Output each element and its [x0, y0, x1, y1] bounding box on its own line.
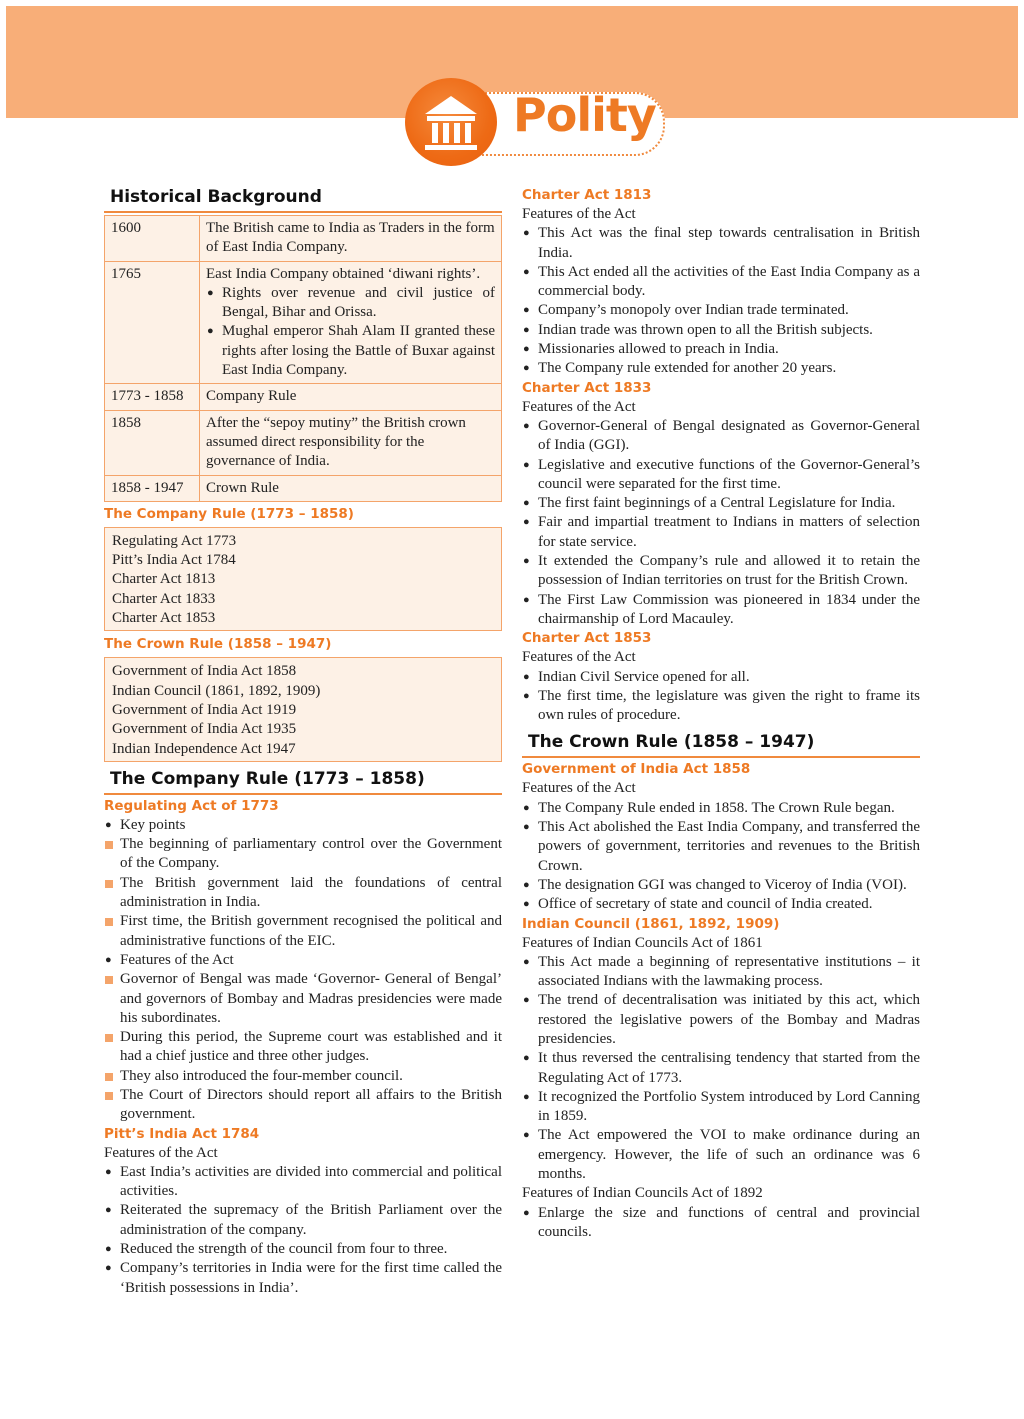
list-item: ● It thus reversed the centralising tendency that started from the Regulating Act of 1773.: [522, 1049, 920, 1088]
crown-acts-box: [104, 657, 502, 761]
list-item: ● Indian trade was thrown open to all the British subjects.: [522, 321, 920, 340]
polity-logo: [405, 78, 665, 168]
pitts-act-heading: Pitt’s India Act 1784: [104, 1125, 260, 1142]
list-item: ● Missionaries allowed to preach in India.: [522, 340, 920, 359]
features-label: Features of the Act: [522, 649, 636, 666]
page-title: Polity: [513, 88, 656, 142]
year-cell: 1765: [105, 261, 200, 384]
list-item: ● The First Law Commission was pioneered in 1834 under the chairmanship of Lord Macauley.: [522, 591, 920, 630]
council-1861-list: [522, 953, 920, 1185]
list-item: ● Mughal emperor Shah Alam II granted these rights after losing the Battle of Buxar against East India Company.: [206, 322, 495, 380]
list-item: ● Reiterated the supremacy of the British Parliament over the administration of the company.: [104, 1201, 502, 1240]
year-cell: 1773 - 1858: [105, 384, 200, 410]
company-rule-heading: The Company Rule (1773 – 1858): [104, 768, 502, 795]
goi-1858-heading: Government of India Act 1858: [522, 761, 751, 778]
key-points-list: [104, 835, 502, 951]
list-item: Indian Council (1861, 1892, 1909): [112, 682, 321, 699]
indian-council-heading: Indian Council (1861, 1892, 1909): [522, 915, 780, 932]
table-row: [105, 475, 502, 501]
table-row: [105, 410, 502, 475]
goi-1858-list: [522, 799, 920, 915]
list-item: ● The designation GGI was changed to Viceroy of India (VOI).: [522, 876, 920, 895]
list-item: Charter Act 1813: [112, 571, 216, 588]
list-item: Regulating Act 1773: [112, 532, 237, 549]
features-label: Features of the Act: [104, 1144, 218, 1161]
crown-rule-heading: The Crown Rule (1858 – 1947): [522, 731, 920, 758]
list-item: ● The Act empowered the VOI to make ordinance during an emergency. However, the life of such an ordinance was 6 months.: [522, 1126, 920, 1184]
list-item: ● This Act made a beginning of representative institutions – it associated Indians with the lawmaking process.: [522, 953, 920, 992]
left-column: [104, 186, 502, 1298]
event-cell: Crown Rule: [200, 475, 502, 501]
event-cell: After the “sepoy mutiny” the British crown assumed direct responsibility for the governance of India.: [200, 410, 502, 475]
historical-heading: Historical Background: [104, 186, 502, 213]
list-item: ● The first faint beginnings of a Central Legislature for India.: [522, 494, 920, 513]
features-label: Features of the Act: [522, 206, 636, 222]
year-cell: 1858: [105, 410, 200, 475]
historical-table: [104, 215, 502, 502]
list-item: ● The Company Rule ended in 1858. The Crown Rule began.: [522, 799, 920, 818]
year-cell: 1858 - 1947: [105, 475, 200, 501]
charter-1853-list: [522, 668, 920, 726]
list-item: The beginning of parliamentary control over the Government of the Company.: [104, 835, 502, 874]
list-item: ● Rights over revenue and civil justice of Bengal, Bihar and Orissa.: [206, 284, 495, 323]
list-item: Indian Independence Act 1947: [112, 740, 296, 757]
list-item: The British government laid the foundations of central administration in India.: [104, 874, 502, 913]
logo-circle: [405, 78, 497, 166]
list-item: They also introduced the four-member council.: [104, 1067, 502, 1086]
list-item: ● Office of secretary of state and council of India created.: [522, 895, 920, 914]
list-item: ● This Act abolished the East India Company, and transferred the powers of government, territories and revenues to the British Crown.: [522, 818, 920, 876]
list-item: ● East India’s activities are divided into commercial and political activities.: [104, 1163, 502, 1202]
list-item: ● Company’s monopoly over Indian trade terminated.: [522, 301, 920, 320]
company-acts-box: [104, 527, 502, 631]
crown-box-heading: The Crown Rule (1858 – 1947): [104, 636, 332, 653]
list-item: ● Enlarge the size and functions of central and provincial councils.: [522, 1204, 920, 1243]
regulating-act-heading: Regulating Act of 1773: [104, 797, 279, 814]
list-item: Government of India Act 1858: [112, 663, 297, 680]
event-cell: The British came to India as Traders in the form of East India Company.: [200, 216, 502, 262]
event-text: East India Company obtained ‘diwani rights’.: [206, 265, 481, 282]
list-item: ● Fair and impartial treatment to Indians in matters of selection for state service.: [522, 513, 920, 552]
list-item: ● The Company rule extended for another 20 years.: [522, 359, 920, 378]
key-points-label: ● Key points: [104, 816, 502, 835]
council-1892-list: [522, 1204, 920, 1243]
list-item: ● This Act ended all the activities of the East India Company as a commercial body.: [522, 263, 920, 302]
list-item: ● Company’s territories in India were for the first time called the ‘British possessions in India’.: [104, 1259, 502, 1298]
company-box-heading: The Company Rule (1773 – 1858): [104, 505, 354, 522]
pitts-features-list: [104, 1163, 502, 1298]
list-item: Charter Act 1833: [112, 590, 216, 607]
event-cell: Company Rule: [200, 384, 502, 410]
list-item: ● Reduced the strength of the council from four to three.: [104, 1240, 502, 1259]
key-points-label-list: [104, 816, 502, 835]
features-label-list: [104, 951, 502, 970]
temple-columns-icon: [405, 78, 497, 166]
list-item: ● The first time, the legislature was given the right to frame its own rules of procedure.: [522, 687, 920, 726]
list-item: Pitt’s India Act 1784: [112, 552, 236, 569]
features-1861-label: Features of Indian Councils Act of 1861: [522, 934, 763, 951]
event-cell: [200, 261, 502, 384]
features-1892-label: Features of Indian Councils Act of 1892: [522, 1185, 763, 1202]
table-row: [105, 216, 502, 262]
list-item: ● This Act was the final step towards centralisation in British India.: [522, 224, 920, 263]
list-item: The Court of Directors should report all affairs to the British government.: [104, 1086, 502, 1125]
year-cell: 1600: [105, 216, 200, 262]
features-label: Features of the Act: [522, 780, 636, 797]
features-label: ● Features of the Act: [104, 951, 502, 970]
list-item: Government of India Act 1935: [112, 721, 297, 738]
table-row: [105, 261, 502, 384]
list-item: Government of India Act 1919: [112, 701, 297, 718]
list-item: Charter Act 1853: [112, 610, 216, 627]
list-item: ● Indian Civil Service opened for all.: [522, 668, 920, 687]
list-item: During this period, the Supreme court was established and it had a chief justice and three other judges.: [104, 1028, 502, 1067]
list-item: ● It recognized the Portfolio System introduced by Lord Canning in 1859.: [522, 1088, 920, 1127]
table-row: [105, 384, 502, 410]
list-item: ● The trend of decentralisation was initiated by this act, which restored the legislative powers of the Bombay and Madras presidencies.: [522, 991, 920, 1049]
list-item: First time, the British government recognised the political and administrative functions of the EIC.: [104, 912, 502, 951]
features-label: Features of the Act: [522, 398, 636, 415]
charter-1813-heading: Charter Act 1813: [522, 187, 652, 203]
charter-1853-heading: Charter Act 1853: [522, 630, 652, 647]
event-bullets: [206, 284, 495, 380]
list-item: ● It extended the Company’s rule and allowed it to retain the possession of Indian territories on trust for the British Crown.: [522, 552, 920, 591]
charter-1833-list: [522, 417, 920, 629]
charter-1833-heading: Charter Act 1833: [522, 379, 652, 396]
list-item: ● Governor-General of Bengal designated as Governor-General of India (GGI).: [522, 417, 920, 456]
charter-1813-list: [522, 224, 920, 378]
regulating-features-list: [104, 970, 502, 1124]
right-column: [522, 186, 920, 1242]
list-item: Governor of Bengal was made ‘Governor- General of Bengal’ and governors of Bombay and Madras presidencies were made his subordinates.: [104, 970, 502, 1028]
list-item: ● Legislative and executive functions of the Governor-General’s council were separated for the first time.: [522, 456, 920, 495]
